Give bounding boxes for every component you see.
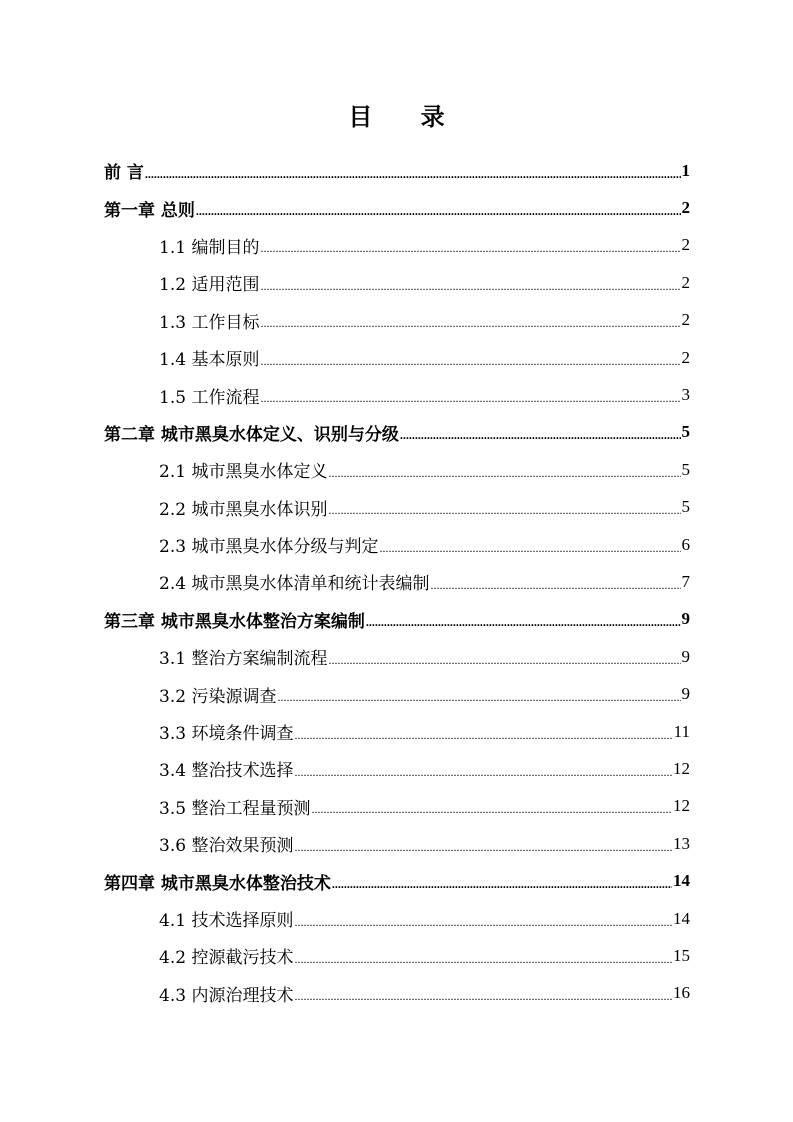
dot-leader [379,538,680,558]
dot-leader [311,799,672,819]
toc-section-entry[interactable] [0,376,793,413]
dot-leader [328,500,680,520]
toc-page-number: 9 [681,684,690,704]
toc-list [0,152,793,1012]
toc-page-number: 16 [673,983,690,1003]
toc-page-number: 2 [681,198,690,218]
toc-entry-label: 4.1 技术选择原则 [159,911,294,931]
toc-entry-label: 1.3 工作目标 [159,312,260,333]
toc-section-entry[interactable] [0,227,793,264]
toc-entry-label: 3.4 整治技术选择 [159,761,294,782]
toc-page-number: 13 [673,833,690,853]
dot-leader [430,575,680,595]
toc-section-entry[interactable] [0,900,793,937]
toc-page-number: 14 [673,871,690,891]
toc-chapter-entry[interactable] [0,601,793,638]
toc-entry-label: 4.2 控源截污技术 [159,948,294,969]
toc-entry-label: 3.5 整治工程量预测 [159,798,311,819]
toc-page-number: 2 [681,347,690,367]
toc-section-entry[interactable] [0,451,793,488]
toc-section-entry[interactable] [0,713,793,750]
toc-page-number: 9 [681,609,690,629]
dot-leader [294,949,672,969]
toc-entry-label: 第二章 城市黑臭水体定义、识别与分级 [104,424,399,445]
toc-entry-label: 1.2 适用范围 [159,275,260,296]
toc-section-entry[interactable] [0,675,793,712]
dot-leader [294,986,672,1006]
dot-leader [196,201,681,221]
toc-entry-label: 前 言 [104,163,144,184]
toc-section-entry[interactable] [0,750,793,787]
toc-section-entry[interactable] [0,526,793,563]
toc-section-entry[interactable] [0,788,793,825]
toc-section-entry[interactable] [0,563,793,600]
toc-chapter-entry[interactable] [0,414,793,451]
toc-entry-label: 3.2 污染源调查 [159,686,277,707]
toc-entry-label: 2.4 城市黑臭水体清单和统计表编制 [159,574,430,595]
toc-page-number: 9 [681,646,690,666]
toc-entry-label: 3.1 整治方案编制流程 [159,649,328,670]
toc-entry-label: 2.3 城市黑臭水体分级与判定 [159,537,379,558]
toc-entry-label: 2.2 城市黑臭水体识别 [159,499,328,520]
toc-page-number: 7 [681,571,690,591]
toc-page-number: 11 [673,721,690,741]
toc-entry-label: 1.1 编制目的 [159,237,260,258]
dot-leader [366,612,681,632]
dot-leader [260,276,680,296]
toc-page-number: 15 [673,945,690,965]
toc-section-entry[interactable] [0,937,793,974]
dot-leader [328,463,680,483]
toc-page-number: 2 [681,310,690,330]
toc-title: 目 录 [348,102,465,131]
toc-page-number: 2 [681,235,690,255]
toc-section-entry[interactable] [0,302,793,339]
toc-entry-label: 3.3 环境条件调查 [159,724,294,745]
toc-section-entry[interactable] [0,638,793,675]
dot-leader [260,238,680,258]
toc-entry-label: 2.1 城市黑臭水体定义 [159,462,328,483]
toc-page-number: 14 [673,908,690,928]
dot-leader [145,164,681,184]
toc-chapter-entry[interactable] [0,862,793,899]
toc-entry-label: 3.6 整治效果预测 [159,836,294,857]
toc-page-number: 12 [673,796,690,816]
toc-page-number: 2 [681,272,690,292]
toc-page-number: 1 [681,160,690,180]
toc-page-number: 12 [673,758,690,778]
dot-leader [260,388,680,408]
dot-leader [294,725,672,745]
dot-leader [294,837,672,857]
toc-entry-label: 1.5 工作流程 [159,387,260,408]
toc-entry-label: 4.3 内源治理技术 [159,985,294,1006]
toc-entry-label: 第四章 城市黑臭水体整治技术 [104,873,331,894]
dot-leader [328,650,680,670]
toc-page-number: 5 [681,459,690,479]
dot-leader [332,874,672,894]
toc-page-number: 5 [681,422,690,442]
toc-entry-label: 第三章 城市黑臭水体整治方案编制 [104,611,365,632]
toc-section-entry[interactable] [0,825,793,862]
dot-leader [294,912,672,932]
toc-page-number: 5 [681,497,690,517]
toc-section-entry[interactable] [0,975,793,1012]
toc-section-entry[interactable] [0,489,793,526]
toc-chapter-entry[interactable] [0,152,793,189]
toc-chapter-entry[interactable] [0,189,793,226]
toc-section-entry[interactable] [0,339,793,376]
toc-page-number: 3 [681,385,690,405]
toc-entry-label: 第一章 总则 [104,200,195,221]
toc-page-number: 6 [681,534,690,554]
toc-entry-label: 1.4 基本原则 [159,350,260,371]
toc-section-entry[interactable] [0,264,793,301]
dot-leader [260,351,680,371]
dot-leader [294,762,672,782]
dot-leader [260,313,680,333]
dot-leader [400,425,681,445]
dot-leader [277,687,680,707]
